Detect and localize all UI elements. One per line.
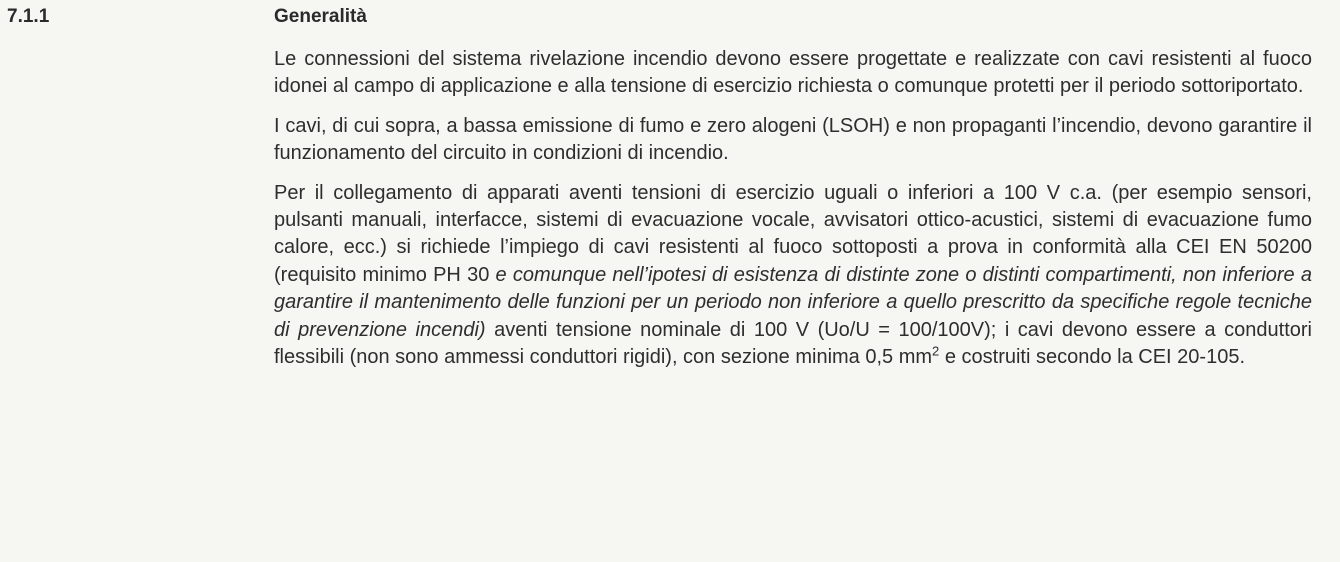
section-title: Generalità bbox=[274, 6, 367, 27]
paragraph-1: Le connessioni del sistema rivelazione incendio devono essere progettate e realizzate con cavi resistenti al fuoco idonei al campo di applicazione e alla tensione di esercizio richiesta o comunque protetti per il periodo sottoriportato. bbox=[274, 48, 1312, 98]
paragraph-3-text-b: aventi tensione nominale di 100 V (Uo/U = 100/100V); i cavi devono essere a conduttori flessibili (non sono ammessi conduttori rigidi), con sezione minima 0,5 mm bbox=[274, 318, 1313, 369]
paragraph-3-italic: e comunque nell’ipotesi di esistenza di distinte zone o distinti compartimenti, non inferiore a garantire il mantenimento delle funzioni per un periodo non inferiore a quello prescritto da specifiche regole tecniche di prevenzione incendi) bbox=[274, 263, 1312, 341]
section-body bbox=[274, 46, 1312, 383]
paragraph-3-text-a: Per il collegamento di apparati aventi tensioni di esercizio uguali o inferiori a 100 V c.a. (per esempio sensori, pulsanti manuali, interfacce, sistemi di evacuazione vocale, avvisatori ottico-acustici, sistemi di evacuazione fumo calore, ecc.) si richiede l’impiego di cavi resistenti al fuoco sottoposti a prova in conformità alla CEI EN 50200 (requisito minimo PH 30 bbox=[274, 181, 1312, 286]
section-number: 7.1.1 bbox=[7, 6, 50, 27]
paragraph-2: I cavi, di cui sopra, a bassa emissione di fumo e zero alogeni (LSOH) e non propaganti l’incendio, devono garantire il funzionamento del circuito in condizioni di incendio. bbox=[274, 114, 1312, 165]
superscript-2: 2 bbox=[932, 343, 940, 359]
paragraph-3-text-c: e costruiti secondo la CEI 20-105. bbox=[939, 346, 1246, 369]
paragraph-3 bbox=[274, 180, 1312, 372]
